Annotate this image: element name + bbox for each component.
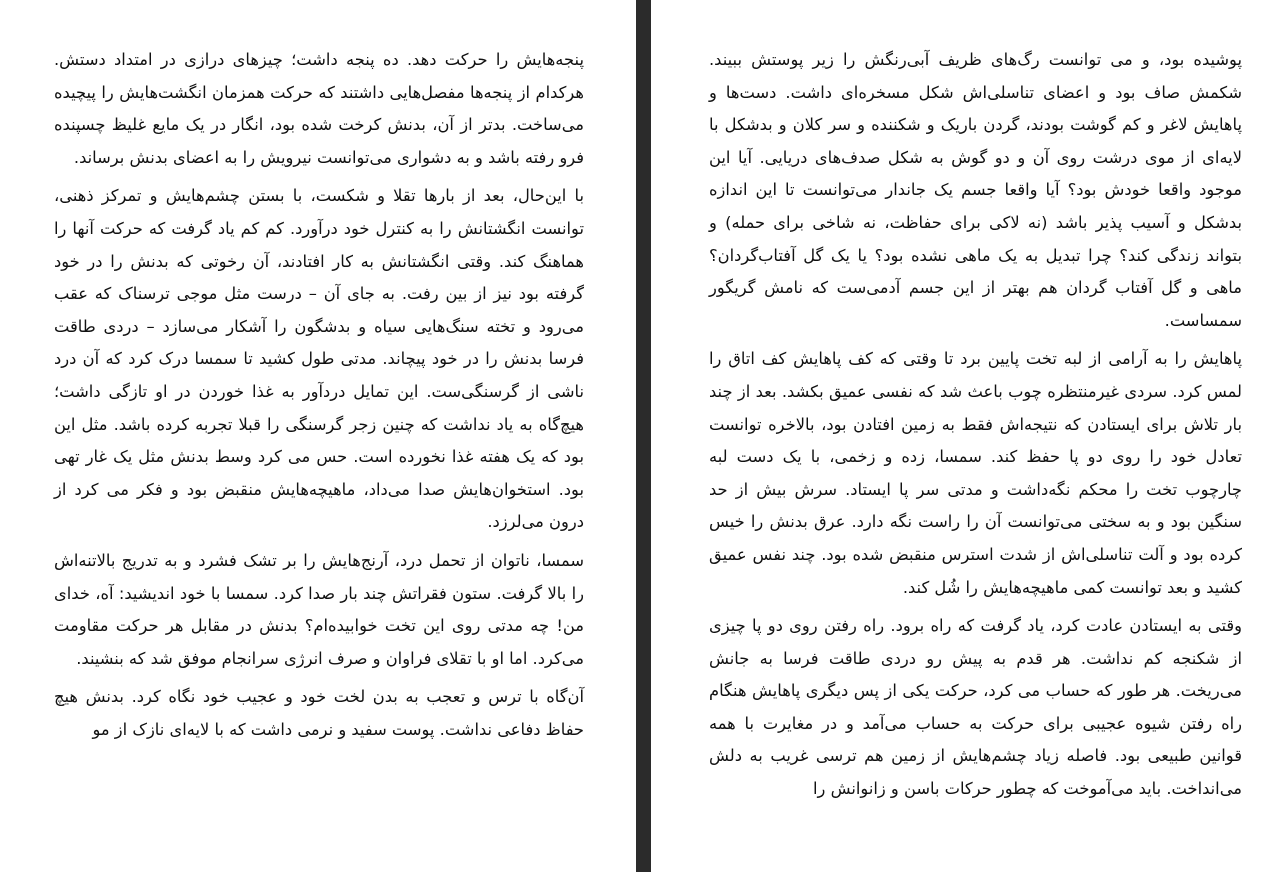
paragraph: آن‌گاه با ترس و تعجب به بدن لخت خود و عجیب خود نگاه کرد. بدنش هیچ حفاظ دفاعی نداشت. پوست سفید و نرمی داشت که با لایه‌ای نازک از مو [54,687,584,739]
right-page-text [709,44,1242,812]
paragraph: پوشیده بود، و می توانست رگ‌های ظریف آبی‌رنگش را زیر پوستش ببیند. شکمش صاف بود و اعضای تناسلی‌اش شکل مسخره‌ای داشت. دست‌ها و پاهایش لاغر و کم گوشت بودند، گردن باریک و شکننده و سر کلان و بدشکل با لایه‌ای از موی درشت روی آن و دو گوش به شکل صدف‌های دریایی. آیا این موجود واقعا خودش بود؟ آیا واقعا جسم یک جاندار می‌توانست تا این اندازه بدشکل و آسیب پذیر باشد (نه لاکی برای حفاظت، نه شاخی برای حمله) و بتواند زندگی کند؟ چرا تبدیل به یک ماهی نشده بود؟ یا یک گل آفتاب‌گردان؟ ماهی و گل آفتاب گردان هم بهتر از این جسم آدمی‌ست که نامش گریگور سمساست. [709,50,1242,330]
paragraph: سمسا، ناتوان از تحمل درد، آرنج‌هایش را بر تشک فشرد و به تدریج بالاتنه‌اش را بالا گرفت. ستون فقراتش چند بار صدا کرد. سمسا با خود اندیشید: آه، خدای من! چه مدتی روی این تخت خوابیده‌ام؟ بدنش در مقابل هر حرکت مقاومت می‌کرد. اما او با تقلای فراوان و صرف انرژی سرانجام موفق شد که بنشیند. [54,550,584,668]
paragraph: با این‌حال، بعد از بارها تقلا و شکست، با بستن چشم‌هایش و تمرکز ذهنی، توانست انگشتانش را به کنترل خود درآورد. کم کم یاد گرفت که حرکت آنها را هماهنگ کند. وقتی انگشتانش به کار افتادند، آن رخوتی که بدنش را در خود گرفته بود نیز از بین رفت. به جای آن – درست مثل موجی ترسناک که عقب می‌رود و تخته سنگ‌هایی سیاه و بدشگون را آشکار می‌سازد – دردی طاقت فرسا بدنش را در خود پیچاند. مدتی طول کشید تا سمسا درک کرد که آن درد ناشی از گرسنگی‌ست. این تمایل دردآور به غذا خوردن در او تازگی داشت؛ هیچ‌گاه به یاد نداشت که چنین زجر گرسنگی را قبلا تجربه کرده باشد. مثل این بود که یک هفته غذا نخورده است. حس می کرد وسط بدنش مثل یک غار تهی بود. استخوان‌هایش صدا می‌داد، ماهیچه‌هایش منقبض بود و فکر می کرد از درون می‌لرزد. [54,186,584,532]
left-page-text [54,44,584,752]
paragraph: وقتی به ایستادن عادت کرد، یاد گرفت که راه برود. راه رفتن روی دو پا چیزی از شکنجه کم نداشت. هر قدم به پیش رو دردی طاقت فرسا به جانش می‌ریخت. هر طور که حساب می کرد، حرکت یکی از پس دیگری پاهایش هنگام راه رفتن شیوه عجیبی برای حرکت به حساب می‌آمد و در مغایرت با همه قوانین طبیعی بود. فاصله زیاد چشم‌هایش از زمین هم ترسی غریب به دلش می‌انداخت. باید می‌آموخت که چطور حرکات باسن و زانوانش را [709,616,1242,799]
paragraph: پاهایش را به آرامی از لبه تخت پایین برد تا وقتی که کف پاهایش کف اتاق را لمس کرد. سردی غیرمنتظره چوب باعث شد که نفسی عمیق بکشد. بعد از چند بار تلاش برای ایستادن که نتیجه‌اش فقط به زمین افتادن بود، بالاخره توانست تعادل خود را روی دو پا حفظ کند. سمسا، زده و زخمی، با یک دست لبه چارچوب تخت را محکم نگه‌داشت و مدتی سر پا ایستاد. سرش بیش از حد سنگین بود و به سختی می‌توانست آن را راست نگه دارد. عرق بدنش را خیس کرده بود و آلت تناسلی‌اش از شدت استرس منقبض شده بود. چند نفس عمیق کشید و بعد توانست کمی ماهیچه‌هایش را شُل کند. [709,349,1242,597]
left-page [0,0,636,872]
right-page [651,0,1286,872]
paragraph: پنجه‌هایش را حرکت دهد. ده پنجه داشت؛ چیزهای درازی در امتداد دستش. هرکدام از پنجه‌ها مفصل‌هایی داشتند که حرکت همزمان انگشت‌هایش را پیچیده می‌ساخت. بدتر از آن، بدنش کرخت شده بود، انگار در یک مایع غلیظ چسپنده فرو رفته باشد و به دشواری می‌توانست نیرویش را به اعضای بدنش برساند. [54,50,584,167]
page-divider [636,0,651,872]
